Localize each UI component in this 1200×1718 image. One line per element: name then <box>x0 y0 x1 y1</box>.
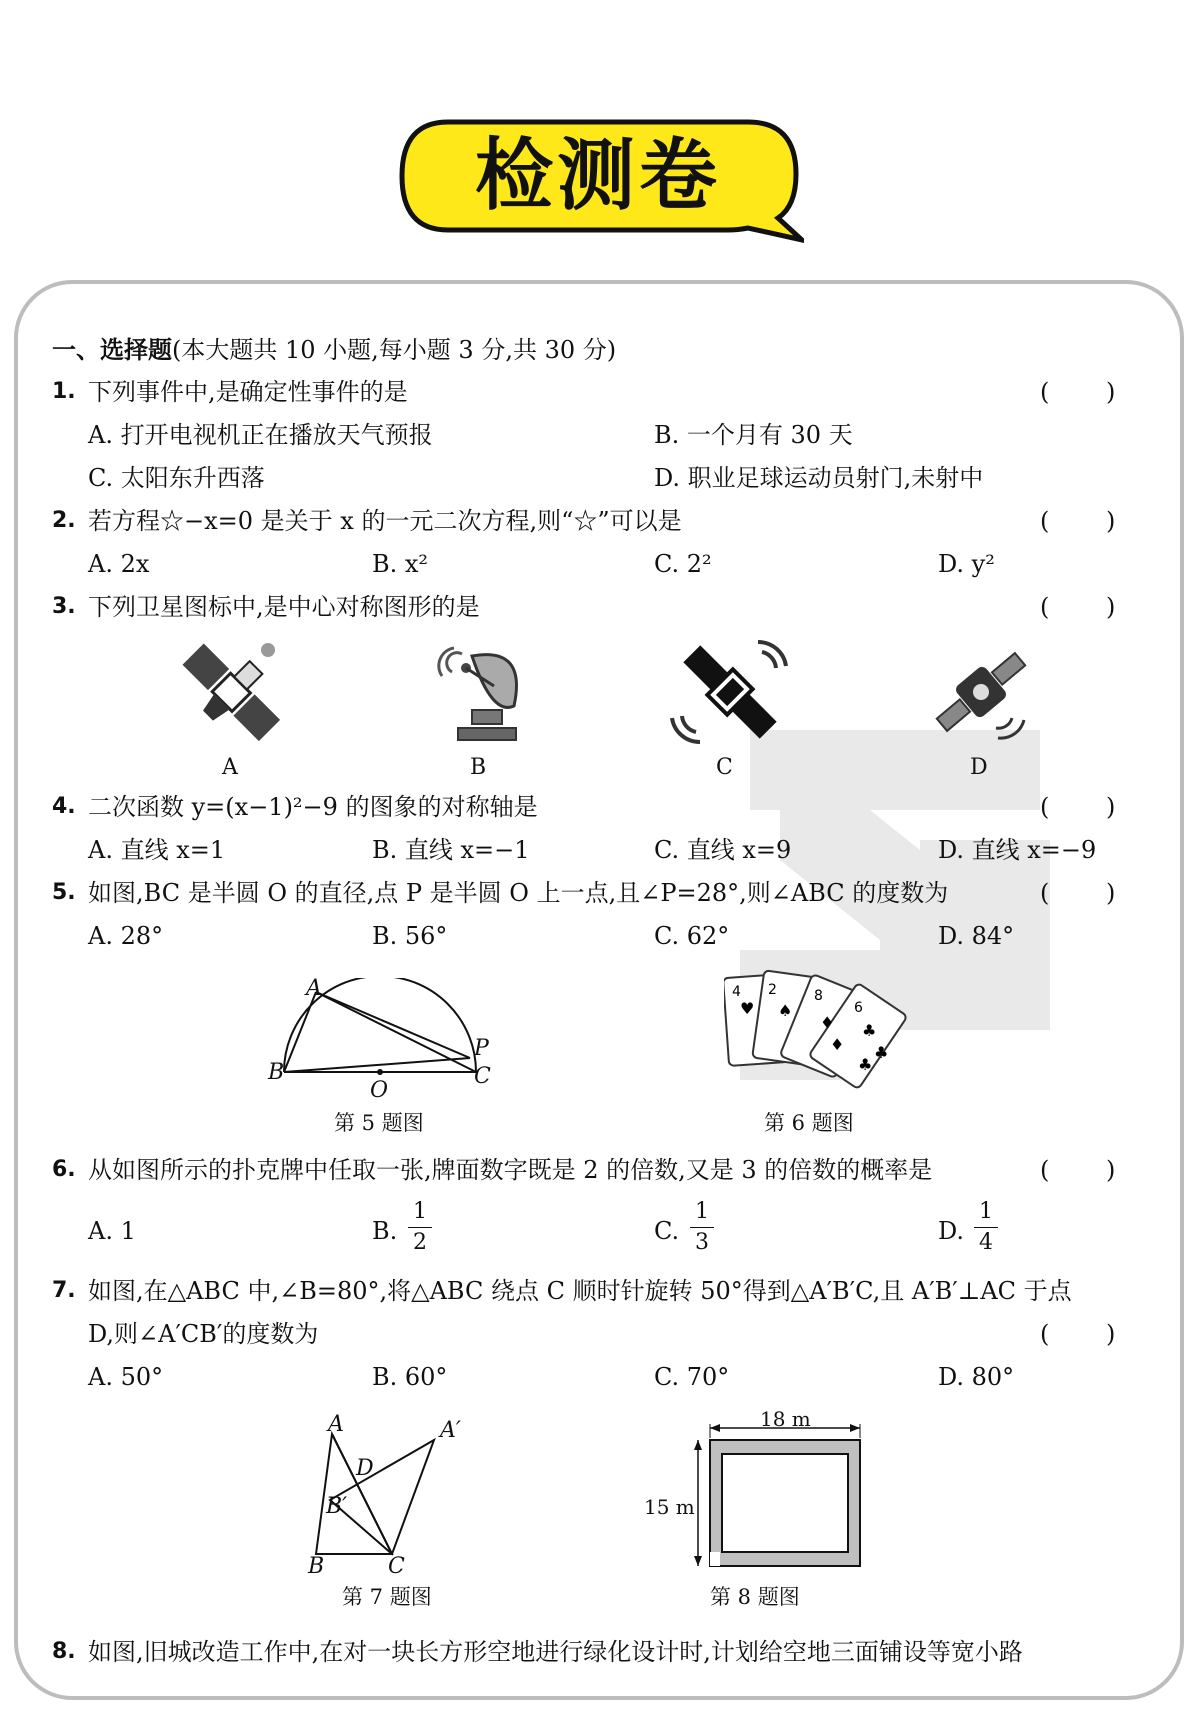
card-value-4: 4 <box>732 984 741 1000</box>
q7-option-b: B. 60° <box>372 1363 448 1391</box>
question-4-text: 二次函数 y=(x−1)²−9 的图象的对称轴是 <box>88 793 538 821</box>
point-label-c: C <box>474 1064 491 1089</box>
q5-option-d: D. 84° <box>938 922 1015 950</box>
point-label-c: C <box>388 1554 405 1579</box>
question-number: 5. <box>52 880 76 905</box>
question-1-text: 下列事件中,是确定性事件的是 <box>88 378 408 406</box>
satellite-label-d: D <box>970 755 988 780</box>
question-5-text: 如图,BC 是半圆 O 的直径,点 P 是半圆 O 上一点,且∠P=28°,则∠ABC 的度数为 <box>88 879 949 907</box>
figure-8-caption: 第 8 题图 <box>710 1585 800 1609</box>
playing-cards-figure <box>724 966 914 1100</box>
q2-option-a: A. 2x <box>88 550 150 578</box>
q6-option-d-fraction: 1 4 <box>974 1200 998 1255</box>
q6-option-b-prefix: B. <box>372 1217 398 1245</box>
q6-option-a: A. 1 <box>88 1217 136 1245</box>
title-banner <box>398 118 804 244</box>
rotated-triangles-figure <box>300 1420 460 1570</box>
q4-option-b: B. 直线 x=−1 <box>372 836 530 864</box>
figure-6-caption: 第 6 题图 <box>764 1111 854 1135</box>
q2-option-c: C. 2² <box>654 550 712 578</box>
card-value-6: 6 <box>854 1000 863 1016</box>
question-number: 1. <box>52 379 76 404</box>
section-note: (本大题共 10 小题,每小题 3 分,共 30 分) <box>172 336 617 364</box>
semicircle-figure <box>270 978 490 1088</box>
question-number: 4. <box>52 794 76 819</box>
rectangle-path-figure <box>690 1424 870 1574</box>
q1-option-a: A. 打开电视机正在播放天气预报 <box>88 421 433 449</box>
point-label-a-prime: A′ <box>440 1418 461 1443</box>
q2-option-d: D. y² <box>938 550 995 578</box>
satellite-c-icon <box>670 636 790 748</box>
svg-text:♦: ♦ <box>830 1035 845 1054</box>
satellite-label-c: C <box>716 755 733 780</box>
q6-option-d-prefix: D. <box>938 1217 965 1245</box>
question-7-text: 如图,在△ABC 中,∠B=80°,将△ABC 绕点 C 顺时针旋转 50°得到△A′B′C,且 A′B′⊥AC 于点 <box>88 1277 1072 1305</box>
point-label-a: A <box>306 976 322 1001</box>
point-label-b: B <box>268 1060 285 1085</box>
page-title: 检测卷 <box>474 131 721 221</box>
svg-text:♥: ♥ <box>740 999 755 1018</box>
q1-option-b: B. 一个月有 30 天 <box>654 421 853 449</box>
satellite-label-a: A <box>222 755 238 780</box>
satellite-d-icon <box>926 636 1036 748</box>
q7-option-d: D. 80° <box>938 1363 1015 1391</box>
q1-option-d: D. 职业足球运动员射门,未射中 <box>654 464 984 492</box>
question-number: 3. <box>52 594 76 619</box>
card-value-2: 2 <box>768 982 777 998</box>
satellite-dish-b-icon <box>432 636 532 748</box>
svg-text:♦: ♦ <box>820 1013 835 1032</box>
point-label-o: O <box>370 1078 389 1103</box>
q5-option-b: B. 56° <box>372 922 448 950</box>
question-7-text-cont: D,则∠A′CB′的度数为 <box>88 1320 319 1348</box>
width-label: 18 m <box>760 1407 811 1431</box>
q5-option-c: C. 62° <box>654 922 730 950</box>
q7-option-c: C. 70° <box>654 1363 730 1391</box>
svg-text:♣: ♣ <box>874 1043 889 1062</box>
card-value-8: 8 <box>814 988 823 1004</box>
svg-text:♣: ♣ <box>862 1021 877 1040</box>
q2-option-b: B. x² <box>372 550 429 578</box>
q6-option-c-prefix: C. <box>654 1217 680 1245</box>
section-heading <box>52 334 616 366</box>
question-number: 7. <box>52 1278 76 1303</box>
section-title: 一、选择题 <box>52 336 172 364</box>
satellite-a-icon <box>172 638 292 748</box>
q5-option-a: A. 28° <box>88 922 164 950</box>
point-label-b: B <box>308 1554 325 1579</box>
q1-option-c: C. 太阳东升西落 <box>88 464 265 492</box>
question-8-text: 如图,旧城改造工作中,在对一块长方形空地进行绿化设计时,计划给空地三面铺设等宽小路 <box>88 1638 1023 1666</box>
q4-option-a: A. 直线 x=1 <box>88 836 226 864</box>
figure-5-caption: 第 5 题图 <box>334 1111 424 1135</box>
question-2-text: 若方程☆−x=0 是关于 x 的一元二次方程,则“☆”可以是 <box>88 507 682 535</box>
figure-7-caption: 第 7 题图 <box>342 1585 432 1609</box>
q4-option-c: C. 直线 x=9 <box>654 836 792 864</box>
q6-option-b-fraction: 1 2 <box>408 1200 432 1255</box>
question-3-text: 下列卫星图标中,是中心对称图形的是 <box>88 593 480 621</box>
point-label-p: P <box>474 1036 489 1061</box>
question-number: 8. <box>52 1639 76 1664</box>
point-label-b-prime: B′ <box>326 1494 348 1519</box>
question-6-text: 从如图所示的扑克牌中任取一张,牌面数字既是 2 的倍数,又是 3 的倍数的概率是 <box>88 1156 933 1184</box>
svg-text:♠: ♠ <box>778 1001 793 1020</box>
question-number: 6. <box>52 1157 76 1182</box>
satellite-label-b: B <box>470 755 487 780</box>
svg-text:♣: ♣ <box>858 1055 873 1074</box>
point-label-d: D <box>356 1456 374 1481</box>
question-number: 2. <box>52 508 76 533</box>
q6-option-c-fraction: 1 3 <box>690 1200 714 1255</box>
q7-option-a: A. 50° <box>88 1363 164 1391</box>
point-label-a: A <box>328 1412 344 1437</box>
q4-option-d: D. 直线 x=−9 <box>938 836 1097 864</box>
height-label: 15 m <box>644 1495 695 1519</box>
